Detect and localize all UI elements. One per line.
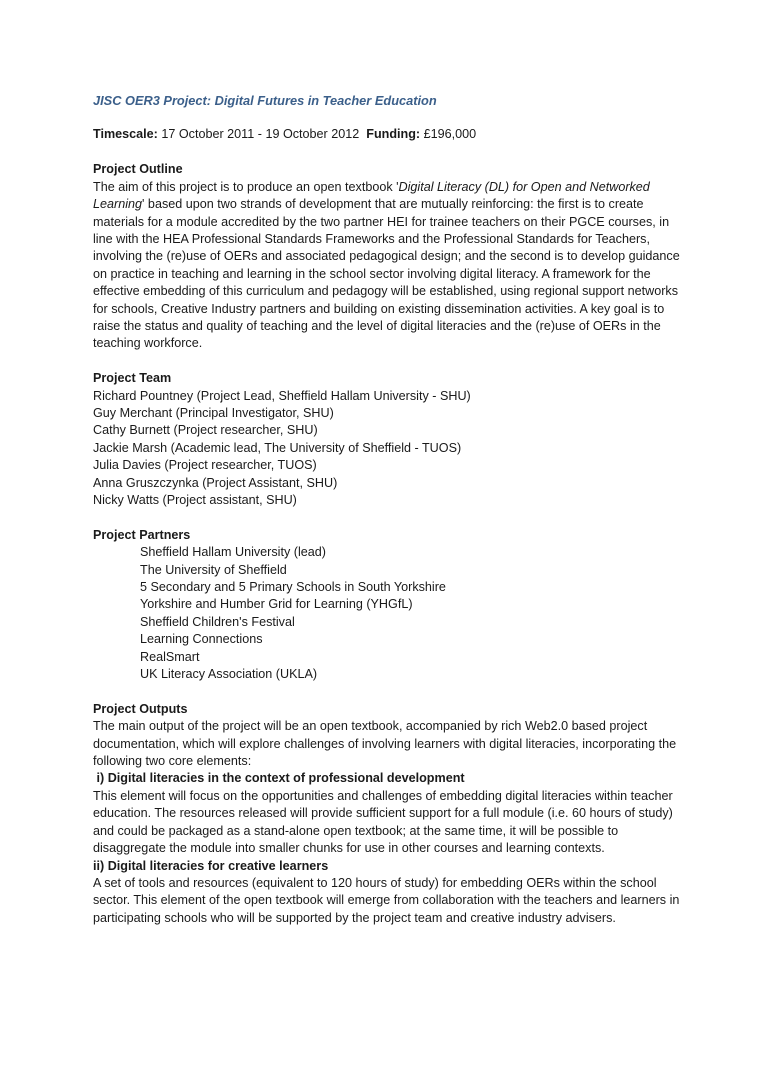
partner-item: UK Literacy Association (UKLA): [140, 667, 318, 682]
project-partners-section: [93, 527, 683, 684]
timescale-value: 17 October 2011 - 19 October 2012: [157, 127, 367, 142]
team-member: Cathy Burnett (Project researcher, SHU): [93, 423, 318, 438]
team-member: Julia Davies (Project researcher, TUOS): [93, 458, 317, 473]
partner-item: Sheffield Hallam University (lead): [140, 545, 326, 560]
partner-item: The University of Sheffield: [140, 562, 287, 577]
team-member: Nicky Watts (Project assistant, SHU): [93, 493, 297, 508]
project-outline-section: [93, 161, 683, 352]
partner-item: Yorkshire and Humber Grid for Learning (YHGfL): [140, 597, 413, 612]
partner-item: 5 Secondary and 5 Primary Schools in South Yorkshire: [140, 580, 446, 595]
project-outputs-intro: The main output of the project will be an open textbook, accompanied by rich Web2.0 based project documentation, which will explore challenges of involving learners with digital literacies, incorporating the following two core elements:: [93, 719, 677, 769]
project-outputs-section: [93, 701, 683, 927]
output-element-2-text: A set of tools and resources (equivalent to 120 hours of study) for embedding OERs within the school sector. This element of the open textbook will emerge from collaboration with the teachers and learners in participating schools who will be supported by the project team and creative industry advisers.: [93, 875, 680, 925]
project-meta: [93, 126, 683, 143]
document-title: JISC OER3 Project: Digital Futures in Teacher Education: [93, 93, 437, 108]
document-page: [93, 92, 683, 945]
project-team-heading: Project Team: [93, 371, 172, 386]
project-team-section: [93, 370, 683, 509]
output-element-1-text: This element will focus on the opportunities and challenges of embedding digital literacies within teacher education. The resources released will provide sufficient support for a full module (i.e. 60 hours of study) and could be packaged as a stand-alone open textbook; at the same time, it will be possible to disaggregate the module into smaller chunks for use in other courses and learning contexts.: [93, 788, 673, 856]
project-partners-heading: Project Partners: [93, 527, 191, 542]
project-outline-heading: Project Outline: [93, 162, 183, 177]
team-member: Guy Merchant (Principal Investigator, SHU): [93, 405, 334, 420]
partner-item: Learning Connections: [140, 632, 263, 647]
project-outline-text: [93, 179, 683, 353]
funding-value: £196,000: [420, 127, 477, 142]
outline-text-part: The aim of this project is to produce an open textbook ': [93, 179, 399, 194]
outline-text-part: ' based upon two strands of development that are mutually reinforcing: the first is to create materials for a module accredited by the two partner HEI for trainee teachers on their PGCE courses, in line with the HEA Professional Standards Frameworks and the Professional Standards for Teachers, involving the (re)use of OERs and associated pedagogical design; and the second is to develop guidance on practice in teaching and learning in the school sector involving digital literacy. A framework for the effective embedding of this curriculum and pedagogy will be established, using regional support networks for schools, Creative Industry partners and building on existing dissemination activities. A key goal is to raise the status and quality of teaching and the level of digital literacies and the (re)use of OERs in the teaching workforce.: [93, 197, 680, 351]
timescale-label: Timescale:: [93, 127, 158, 142]
project-outputs-heading: Project Outputs: [93, 701, 188, 716]
funding-label: Funding:: [366, 127, 421, 142]
partner-item: Sheffield Children's Festival: [140, 614, 295, 629]
textbook-title-italic: Digital Literacy (DL) for Open and Networked Learning: [93, 179, 650, 212]
output-element-1-heading: i) Digital literacies in the context of professional development: [93, 771, 465, 786]
team-member: Richard Pountney (Project Lead, Sheffield Hallam University - SHU): [93, 388, 471, 403]
team-member: Jackie Marsh (Academic lead, The University of Sheffield - TUOS): [93, 440, 462, 455]
output-element-2-heading: ii) Digital literacies for creative learners: [93, 858, 329, 873]
team-member: Anna Gruszczynka (Project Assistant, SHU): [93, 475, 338, 490]
partner-item: RealSmart: [140, 649, 200, 664]
